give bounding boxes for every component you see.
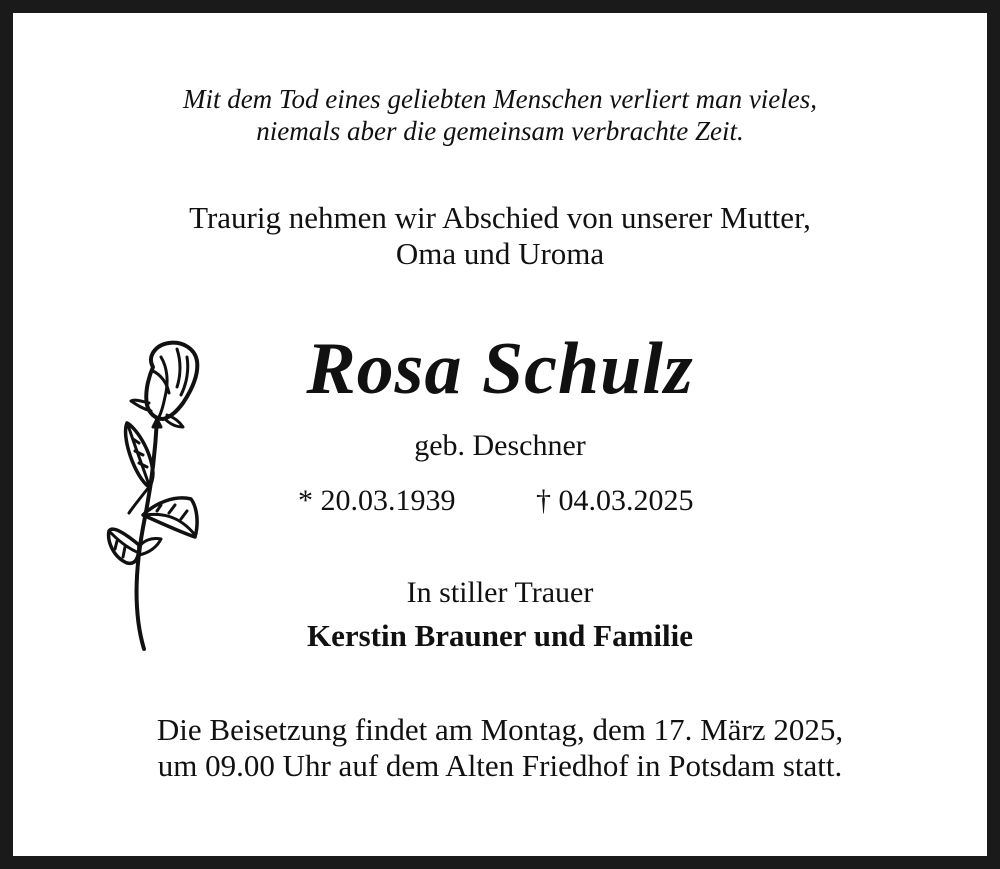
deceased-name: Rosa Schulz bbox=[306, 328, 694, 410]
life-dates bbox=[13, 483, 987, 519]
death-date: † 04.03.2025 bbox=[536, 484, 694, 517]
mourners-names: Kerstin Brauner und Familie bbox=[306, 618, 694, 653]
quote-line-1: Mit dem Tod eines geliebten Menschen verliert man vieles, bbox=[182, 84, 818, 114]
birth-date: * 20.03.1939 bbox=[298, 484, 456, 517]
mourning-label: In stiller Trauer bbox=[406, 576, 594, 609]
service-line-1: Die Beisetzung findet am Montag, dem 17. März 2025, bbox=[156, 712, 844, 747]
quote-line-2: niemals aber die gemeinsam verbrachte Zeit. bbox=[256, 116, 744, 146]
intro-line-2: Oma und Uroma bbox=[395, 236, 605, 271]
service-line-2: um 09.00 Uhr auf dem Alten Friedhof in Potsdam statt. bbox=[157, 748, 843, 783]
born-name: geb. Deschner bbox=[414, 429, 586, 462]
intro-line-1: Traurig nehmen wir Abschied von unserer Mutter, bbox=[189, 200, 811, 235]
